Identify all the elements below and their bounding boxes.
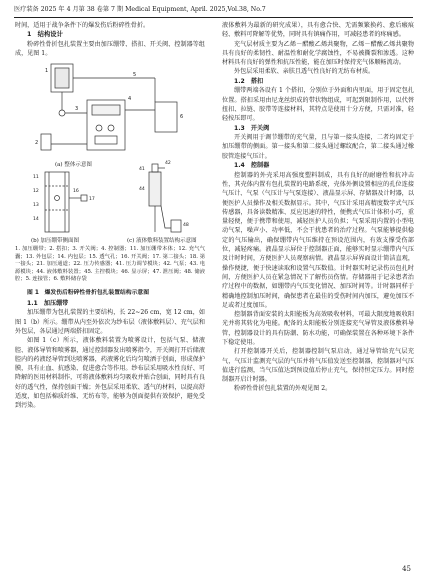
page-number: 45: [402, 565, 411, 573]
dressing-bag: [155, 102, 177, 132]
paragraph: 外包层采用柔软、亲肤且透气性良好的无纺布材质。: [234, 68, 375, 76]
paragraph: 粉碎性骨折包扎装置主要由加压绷带、搭扣、开关阀、控制器等组成，见图 1。: [15, 40, 205, 58]
svg-text:1: 1: [45, 68, 49, 75]
figure-1: [15, 60, 205, 286]
bandage-side-view: [45, 172, 69, 232]
right-column: [222, 21, 414, 394]
svg-text:5: 5: [133, 72, 137, 79]
paragraph: 充气层材质主要为乙烯－醋酸乙烯共聚物，乙烯－醋酸乙烯共聚物具有良好的柔韧性、耐温性和耐化学腐蚀性，不易被撕裂和渗透。这种材料具有良好的弹性和抗压性能，能在加压时保持充气体顺畅流动。: [222, 40, 414, 67]
svg-text:13: 13: [33, 203, 39, 209]
svg-text:12: 12: [33, 189, 39, 195]
svg-text:3: 3: [75, 106, 79, 113]
caption-c: (c) 液体敷料装置结构示意图: [127, 238, 197, 245]
journal-header: 医疗装备 2025 年 4 月第 38 卷第 7 期 Medical Equipment, April. 2025,Vol.38, No.7: [14, 6, 266, 13]
svg-text:2: 2: [35, 140, 39, 147]
paragraph: 如图 1（c）所示，液体敷料装置为喷雾设计，包括气泵、储液腔、液体导管和喷雾器，通过控制器发出喷雾指令，开关阀打开后储液腔内的药液经导管到达喷雾器，药液雾化后均匀喷洒于创面，形成保护膜，具有止血、抗感染、促进愈合等作用。纱布层采用吸水性良好、可降解的医用材料制作，可将液体敷料均匀吸收并贴合创面，同时具有良好的透气性，保持创面干燥；外包层采用柔软、透气的材料，以提高舒适度，如包括棉质纤维、无纺布等，能够为创面提供有效保护，避免受到污染。: [15, 337, 205, 410]
svg-text:6: 6: [180, 114, 184, 121]
paragraph: 控制器背面安装的太阳能板为高效吸收材料，可最大限度地吸收阳光并将其转化为电能。配备的太阳能板分别连接充气导管及液体敷料导管，控制器设计的具有防潮、防水功能，可确保装置在各种环境下条件下稳定使用。: [222, 311, 414, 346]
svg-text:11: 11: [33, 175, 39, 181]
paragraph: 绷带两端各设有 1 个搭扣，分别位于外面和内里面，用于固定包扎位置。搭扣采用由尼龙丝织成的带状物组成，可起到限制作用，以代替扭扣、拉链、胶带等连接材料，其特点是使用十分方便，只需对准，轻轻按压即可。: [222, 87, 414, 123]
figure-1-drawing: [15, 60, 205, 246]
svg-text:16: 16: [73, 189, 79, 195]
paragraph: 液体敷料为最新的研究成果），具有愈合快、无需频繁换药、愈后瘢痕轻、敷料可降解等优势，同时具有镇痛作用，可减轻患者的疼痛感。: [222, 22, 414, 39]
paragraph: 开关阀用于调节绷带的充气量，且与第一接头连接，二者均固定于加压绷带的侧面。第一接头和第二接头通过螺纹配合，第二接头通过橡胶管连接气压计。: [222, 134, 414, 160]
svg-text:4: 4: [128, 96, 132, 103]
svg-text:48: 48: [183, 223, 189, 229]
header-rule: [14, 17, 413, 18]
caption-b: (b) 加压绷带侧面图: [31, 238, 80, 245]
svg-text:42: 42: [165, 161, 171, 167]
figure-legend: [15, 246, 205, 283]
svg-text:44: 44: [139, 187, 145, 193]
subsection-heading-1-3: 1.3 开关阀: [234, 124, 270, 132]
intro-continuation: 时间，适用于战争条件下的爆发伤后粉碎性骨折。: [15, 22, 150, 29]
subsection-heading-1-2: 1.2 搭扣: [234, 77, 264, 85]
svg-text:14: 14: [33, 217, 39, 223]
svg-text:17: 17: [89, 197, 95, 203]
legend-text: 1. 加压绷带；2. 搭扣；3. 开关阀；4. 控制器；11. 加压绷带本体；12. 充气气囊；13. 外包层；14. 内包层；15. 透气孔；16. 开关阀；17. 第二接头；18. 第一接头；21. 加压通道；22. 压力传感器；41. 压力调节模块；42. 气泵；43. 电源模块；44. 液体敷料装置；45. 主控模块；46. 显示屏；47. 泄压阀；48. 储液腔；5. 连接管；6. 敷料储存袋: [15, 246, 205, 283]
bandage-inner: [55, 68, 69, 88]
spray-bottle: [149, 172, 161, 206]
valve-symbol: [59, 110, 65, 116]
svg-text:41: 41: [139, 167, 145, 173]
subsection-heading-1-4: 1.4 控制器: [234, 162, 270, 170]
paragraph: 粉碎性骨折包扎装置的外观见图 2。: [234, 385, 332, 393]
subsection-heading-1-1: 1.1 加压绷带: [27, 299, 69, 307]
section-heading-1: 1 结构设计: [27, 31, 63, 39]
left-column: [15, 21, 205, 411]
running-header: [14, 4, 413, 16]
paragraph: 控制器的外壳采用高强度塑料制成，具有良好的耐磨性和抗冲击性，其壳体内置有包扎装置的电路系统，壳体外侧设置相应的孔位连接气压计、气泵（气压计与气泵连接）、液晶显示屏、存储器及计时器，以便医护人员操作及相关数据显示。其中，气压计采用高精度数字式气压传感器，具备读数精准、反应迅速的特性，便携式气压计体积小巧，重量轻便，便于携带和使用，减轻医护人员负担；气泵采用内置的小型电动气泵，噪声小、功率低，不会干扰患者的治疗过程。气泵能够提供稳定的气压输出，确保绷带内气压维持在预设范围内，有效支撑受伤部位，减轻疼痛。液晶显示屏位于控制器正面，能够实时显示绷带内气压及计时时间，方便医护人员观察病情。液晶显示屏界面设计简洁直观，操作便捷，便于快速读取和设置气压数值。计时器实时记录伤员包扎时间，方便医护人员在紧急情况下了解伤员伤情。存储器用于记录患者治疗过程中的数据，如绷带内气压变化情况、加压时间等。计时器同样于精确地控制加压时间，确保患者在最佳的受伤时间内加压，避免加压不足或者过度加压。: [222, 171, 414, 309]
figure-title: 图 1 爆发伤后粉碎性骨折包扎装置结构示意图: [27, 290, 149, 297]
paragraph: 打开控制器开关后，控制器控制气泵启动，通过导管给充气层充气，气压计监测充气层的气压并将气压值发送至控制器，控制器对气压值进行监测，当气压值达到预设值后停止充气，保持恒定压力。同时控制器开启计时器。: [222, 348, 414, 384]
paragraph: 加压绷带为包扎装置的主要结构，长 22~26 cm，宽 12 cm，如图 1（b）所示。绷带从内至外依次为纱布层（液体敷料层）、充气层和外包层，各层通过两端搭扣固定。: [15, 309, 205, 335]
caption-a: (a) 整体示意图: [55, 162, 92, 169]
